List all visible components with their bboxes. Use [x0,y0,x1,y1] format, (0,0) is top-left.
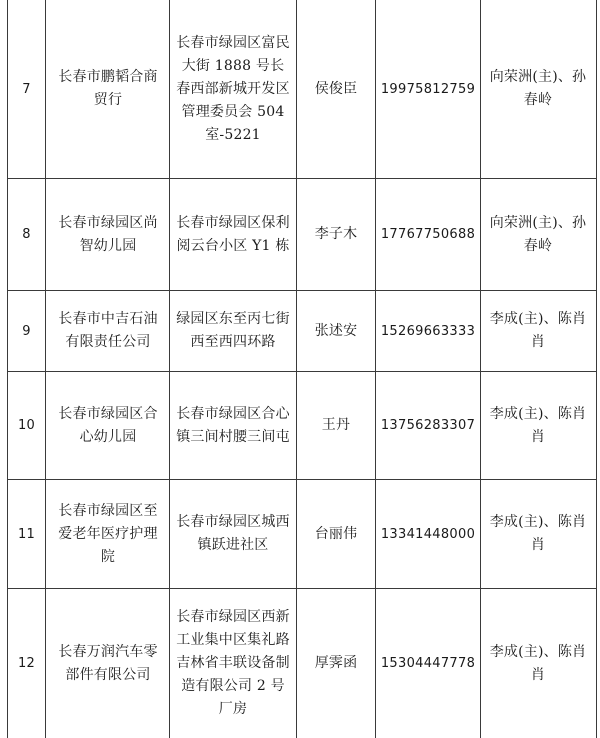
contact-person-cell [297,372,375,479]
address-cell [176,291,290,371]
company-name: 长春市鹏韬合商贸行 [58,69,158,108]
responsible-persons: 向荣洲(主)、孙春岭 [489,214,587,254]
company-name: 长春万润汽车零部件有限公司 [58,643,158,683]
address-cell [176,589,290,738]
company-cell [52,291,164,371]
column-divider [45,0,46,738]
phone-number: 15269663333 [380,323,476,339]
responsible-persons: 李成(主)、陈肖肖 [489,514,587,553]
contact-person: 侯俊臣 [314,80,358,97]
row-number: 12 [18,656,35,671]
contact-person: 王丹 [321,417,351,433]
company-name: 长春市绿园区至爱老年医疗护理院 [58,502,158,565]
row-number-cell [8,179,45,290]
phone-number: 19975812759 [380,81,476,97]
row-number-cell [8,372,45,479]
company-name: 长春市绿园区尚智幼儿园 [58,214,158,254]
address-cell [176,179,290,290]
row-number: 7 [22,81,31,97]
row-number: 8 [22,227,31,242]
responsible-persons: 李成(主)、陈肖肖 [489,405,587,445]
responsible-cell [486,179,590,290]
address: 长春市绿园区合心镇三间村腰三间屯 [176,405,290,445]
table-border-right [596,0,597,738]
contact-person: 台丽伟 [314,525,358,542]
address-cell [176,0,290,178]
phone-cell [376,372,480,479]
phone-number: 13341448000 [380,526,476,542]
company-name: 长春市中吉石油有限责任公司 [58,311,158,350]
phone-cell [376,480,480,588]
responsible-cell [486,589,590,738]
row-number: 9 [22,323,31,339]
contact-person: 李子木 [314,226,358,242]
responsible-persons: 李成(主)、陈肖肖 [489,643,587,683]
company-cell [52,179,164,290]
column-divider [480,0,481,738]
responsible-cell [486,372,590,479]
row-number-cell [8,291,45,371]
row-number: 10 [18,418,35,433]
contact-person-cell [297,179,375,290]
phone-number: 17767750688 [380,227,476,242]
contact-person: 厚霁函 [314,655,358,671]
contact-person-cell [297,589,375,738]
phone-cell [376,589,480,738]
contact-person-cell [297,291,375,371]
row-number-cell [8,0,45,178]
phone-number: 15304447778 [380,656,476,671]
company-cell [52,372,164,479]
row-number: 11 [18,526,35,542]
address-cell [176,372,290,479]
contact-person-cell [297,0,375,178]
phone-cell [376,179,480,290]
responsible-cell [486,291,590,371]
contact-person-cell [297,480,375,588]
phone-number: 13756283307 [380,418,476,433]
row-number-cell [8,589,45,738]
address: 绿园区东至丙七街西至西四环路 [176,311,290,350]
row-number-cell [8,480,45,588]
phone-cell [376,291,480,371]
responsible-cell [486,0,590,178]
address: 长春市绿园区西新工业集中区集礼路吉林省丰联设备制造有限公司 2 号厂房 [176,609,290,717]
contact-person: 张述安 [314,322,358,339]
address: 长春市绿园区富民大街 1888 号长春西部新城开发区管理委员会 504 室-5221 [176,34,290,143]
address-cell [176,480,290,588]
address: 长春市绿园区保利阅云台小区 Y1 栋 [176,214,290,254]
phone-cell [376,0,480,178]
company-name: 长春市绿园区合心幼儿园 [58,405,158,445]
column-divider [169,0,170,738]
responsible-persons: 向荣洲(主)、孙春岭 [489,69,587,108]
responsible-persons: 李成(主)、陈肖肖 [489,311,587,350]
responsible-cell [486,480,590,588]
company-cell [52,589,164,738]
company-cell [52,0,164,178]
company-cell [52,480,164,588]
address: 长春市绿园区城西镇跃进社区 [176,514,290,553]
